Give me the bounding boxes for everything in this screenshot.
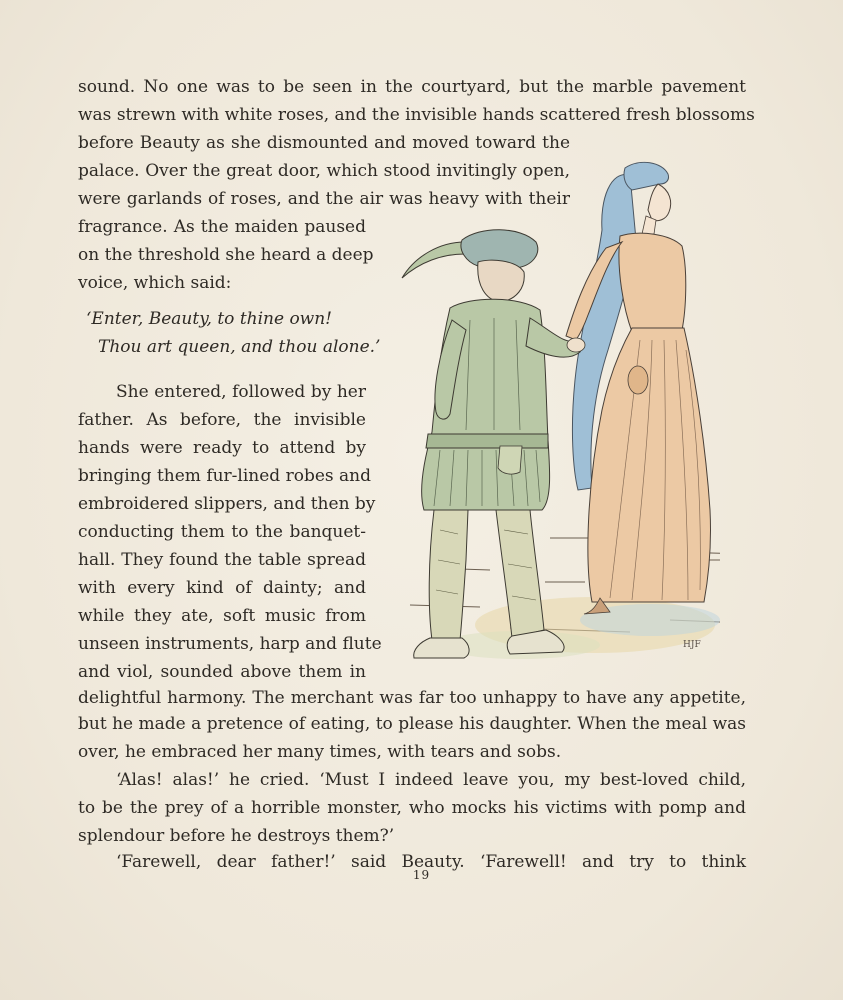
artist-monogram: HJF — [683, 640, 701, 650]
text-line-3: before Beauty as she dismounted and moved toward the — [78, 133, 570, 153]
text-line-16: with every kind of dainty; and — [78, 578, 366, 598]
text-line-21: but he made a pretence of eating, to please his daughter. When the meal was — [78, 714, 746, 734]
page-number: 19 — [412, 868, 431, 882]
text-line-1: sound. No one was to be seen in the courtyard, but the marble pavement — [78, 77, 746, 97]
beauty-figure — [566, 162, 711, 614]
text-line-9: She entered, followed by her — [116, 382, 366, 402]
text-line-18: unseen instruments, harp and flute — [78, 634, 382, 654]
text-line-14: conducting them to the banquet- — [78, 522, 366, 542]
text-line-12: bringing them fur-lined robes and — [78, 466, 371, 486]
text-line-8: voice, which said: — [78, 273, 232, 293]
verse-line-1: ‘Enter, Beauty, to thine own! — [86, 309, 333, 329]
text-line-5: were garlands of roses, and the air was heavy with their — [78, 189, 570, 209]
text-line-7: on the threshold she heard a deep — [78, 245, 374, 265]
text-line-19: and viol, sounded above them in — [78, 662, 366, 682]
text-line-23: ‘Alas! alas!’ he cried. ‘Must I indeed leave you, my best-loved child, — [116, 770, 746, 790]
text-line-25: splendour before he destroys them?’ — [78, 826, 395, 846]
text-line-24: to be the prey of a horrible monster, who mocks his victims with pomp and — [78, 798, 746, 818]
text-line-17: while they ate, soft music from — [78, 606, 366, 626]
text-line-15: hall. They found the table spread — [78, 550, 366, 570]
verse-line-2: Thou art queen, and thou alone.’ — [98, 337, 381, 357]
text-line-4: palace. Over the great door, which stood invitingly open, — [78, 161, 570, 181]
merchant-figure — [402, 230, 585, 658]
text-line-11: hands were ready to attend by — [78, 438, 366, 458]
text-line-22: over, he embraced her many times, with tears and sobs. — [78, 742, 562, 762]
illustration-merchant-and-beauty — [370, 150, 720, 680]
text-line-2: was strewn with white roses, and the invisible hands scattered fresh blossoms — [78, 105, 755, 125]
text-line-20: delightful harmony. The merchant was far too unhappy to have any appetite, — [78, 688, 746, 708]
text-line-10: father. As before, the invisible — [78, 410, 366, 430]
text-line-26: ‘Farewell, dear father!’ said Beauty. ‘Farewell! and try to think — [116, 852, 746, 872]
text-line-13: embroidered slippers, and then by — [78, 494, 376, 514]
text-line-6: fragrance. As the maiden paused — [78, 217, 366, 237]
